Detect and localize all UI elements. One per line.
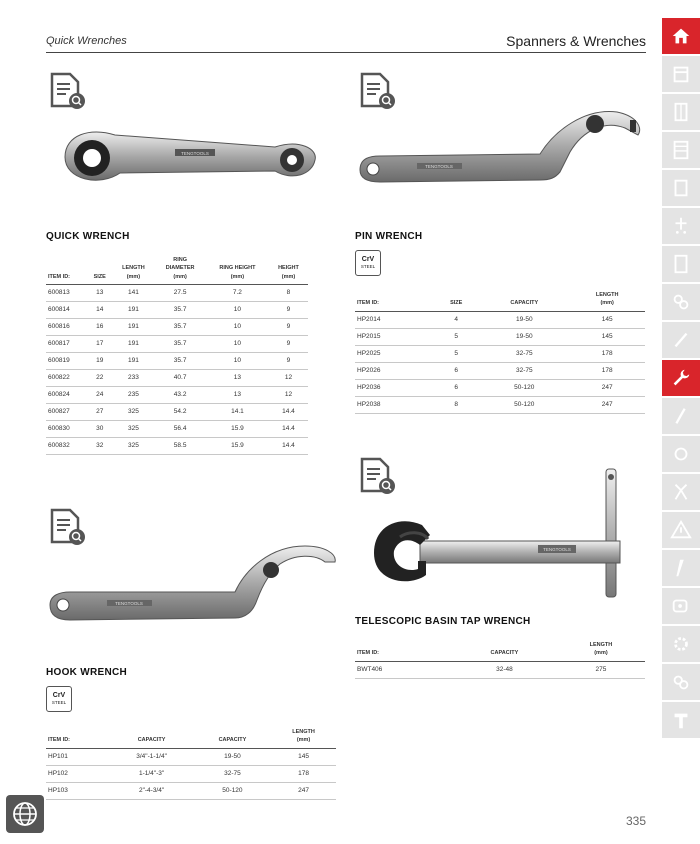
- warning-icon: [670, 519, 692, 541]
- column-header: ITEM ID:: [355, 291, 433, 311]
- brand-mark: TENGTOOLS: [425, 164, 453, 169]
- section-name: Quick Wrenches: [46, 35, 127, 47]
- basin-tap-wrench-image: [370, 465, 645, 605]
- table-cell: 600822: [46, 369, 87, 386]
- table-row: [46, 420, 308, 437]
- table-cell: 600813: [46, 284, 87, 301]
- sidebar-toolbox[interactable]: [662, 94, 700, 130]
- table-cell: 58.5: [154, 437, 206, 454]
- column-header: ITEM ID:: [355, 641, 452, 661]
- column-header: LENGTH (mm): [271, 728, 336, 748]
- sidebar-screwdrivers[interactable]: [662, 322, 700, 358]
- sidebar-hand-tools[interactable]: [662, 398, 700, 434]
- table-cell: 233: [112, 369, 154, 386]
- category-title: Spanners & Wrenches: [506, 33, 646, 49]
- table-cell: 191: [112, 301, 154, 318]
- column-header: HEIGHT (mm): [269, 256, 308, 284]
- table-cell: 178: [271, 765, 336, 782]
- table-cell: HP2026: [355, 362, 433, 379]
- column-header: RING HEIGHT (mm): [206, 256, 269, 284]
- column-header: SIZE: [87, 256, 113, 284]
- table-cell: HP102: [46, 765, 109, 782]
- table-cell: 10: [206, 352, 269, 369]
- table-cell: 600817: [46, 335, 87, 352]
- table-row: [355, 328, 645, 345]
- quick-wrench-table: [46, 256, 308, 455]
- table-cell: 17: [87, 335, 113, 352]
- table-row: [355, 661, 645, 678]
- table-cell: 7.2: [206, 284, 269, 301]
- table-cell: 5: [433, 345, 479, 362]
- screwdriver-icon: [670, 329, 692, 351]
- knife-icon: [670, 405, 692, 427]
- table-cell: 14.4: [269, 403, 308, 420]
- table-row: [46, 284, 308, 301]
- table-cell: 191: [112, 318, 154, 335]
- table-cell: 22: [87, 369, 113, 386]
- table-row: [46, 352, 308, 369]
- table-cell: 56.4: [154, 420, 206, 437]
- table-cell: HP2015: [355, 328, 433, 345]
- table-cell: 27.5: [154, 284, 206, 301]
- table-cell: 32-48: [452, 661, 557, 678]
- table-row: [46, 386, 308, 403]
- table-cell: 14.4: [269, 420, 308, 437]
- brand-mark: TENGTOOLS: [543, 547, 571, 552]
- table-cell: 145: [569, 328, 645, 345]
- table-cell: 13: [206, 369, 269, 386]
- table-cell: 32-75: [479, 345, 569, 362]
- column-header: LENGTH (mm): [569, 291, 645, 311]
- table-cell: HP103: [46, 782, 109, 799]
- table-cell: 8: [269, 284, 308, 301]
- sidebar-safety[interactable]: [662, 512, 700, 548]
- table-cell: 10: [206, 335, 269, 352]
- knife-icon: [670, 557, 692, 579]
- column-header: CAPACITY: [109, 728, 193, 748]
- column-header: CAPACITY: [479, 291, 569, 311]
- box-icon: [670, 63, 692, 85]
- sidebar-trolleys[interactable]: [662, 208, 700, 244]
- table-row: [355, 311, 645, 328]
- table-cell: 191: [112, 352, 154, 369]
- table-cell: 8: [433, 396, 479, 413]
- pin-wrench-table: [355, 291, 645, 414]
- table-cell: 600816: [46, 318, 87, 335]
- drawer-icon: [670, 101, 692, 123]
- column-header: ITEM ID:: [46, 728, 109, 748]
- table-row: [46, 335, 308, 352]
- sidebar-cutting[interactable]: [662, 550, 700, 586]
- table-cell: 32: [87, 437, 113, 454]
- table-cell: 50-120: [479, 379, 569, 396]
- table-cell: 2"-4-3/4": [109, 782, 193, 799]
- pliers-icon: [670, 481, 692, 503]
- column-header: ITEM ID:: [46, 256, 87, 284]
- cabinet-icon: [670, 139, 692, 161]
- table-cell: 50-120: [479, 396, 569, 413]
- table-cell: 14.4: [269, 437, 308, 454]
- language-button[interactable]: [6, 795, 44, 833]
- table-cell: 141: [112, 284, 154, 301]
- sidebar-sockets[interactable]: [662, 246, 700, 282]
- table-cell: 32-75: [479, 362, 569, 379]
- table-cell: 13: [206, 386, 269, 403]
- table-cell: 600814: [46, 301, 87, 318]
- table-cell: 19: [87, 352, 113, 369]
- table-cell: 5: [433, 328, 479, 345]
- table-row: [46, 748, 336, 765]
- table-cell: 1-1/4"-3": [109, 765, 193, 782]
- table-cell: 178: [569, 345, 645, 362]
- table-row: [46, 437, 308, 454]
- sidebar-ratchets[interactable]: [662, 284, 700, 320]
- table-cell: 32-75: [194, 765, 271, 782]
- pin-wrench-image: [355, 100, 650, 190]
- sidebar-power[interactable]: [662, 626, 700, 662]
- table-cell: 35.7: [154, 335, 206, 352]
- table-cell: 12: [269, 386, 308, 403]
- basin-tap-wrench-table: [355, 641, 645, 679]
- gear-icon: [670, 633, 692, 655]
- table-cell: 14.1: [206, 403, 269, 420]
- quick-wrench-image: [60, 125, 320, 190]
- column-header: SIZE: [433, 291, 479, 311]
- table-cell: 9: [269, 301, 308, 318]
- table-cell: 6: [433, 379, 479, 396]
- table-cell: 27: [87, 403, 113, 420]
- table-cell: 10: [206, 318, 269, 335]
- column-header: RING DIAMETER (mm): [154, 256, 206, 284]
- sidebar-pliers[interactable]: [662, 474, 700, 510]
- table-cell: HP2036: [355, 379, 433, 396]
- sidebar-impact[interactable]: [662, 664, 700, 700]
- sidebar-tool-sets[interactable]: [662, 170, 700, 206]
- table-cell: 325: [112, 403, 154, 420]
- table-cell: 247: [569, 379, 645, 396]
- table-row: [355, 379, 645, 396]
- table-cell: 600832: [46, 437, 87, 454]
- sidebar-spanners[interactable]: [662, 360, 700, 396]
- ratchet-icon: [670, 291, 692, 313]
- sidebar-measuring[interactable]: [662, 588, 700, 624]
- tape-icon: [670, 595, 692, 617]
- table-cell: 6: [433, 362, 479, 379]
- table-cell: 43.2: [154, 386, 206, 403]
- table-row: [46, 403, 308, 420]
- sockets-icon: [670, 443, 692, 465]
- table-cell: 35.7: [154, 352, 206, 369]
- table-cell: 10: [206, 301, 269, 318]
- table-cell: 19-50: [479, 311, 569, 328]
- table-cell: 12: [269, 369, 308, 386]
- crv-steel-badge: CrV STEEL: [46, 686, 72, 712]
- hook-wrench-title: HOOK WRENCH: [46, 667, 128, 678]
- table-cell: 325: [112, 437, 154, 454]
- table-cell: 14: [87, 301, 113, 318]
- table-cell: 191: [112, 335, 154, 352]
- table-cell: 54.2: [154, 403, 206, 420]
- sidebar-socket-sets[interactable]: [662, 436, 700, 472]
- table-cell: 145: [271, 748, 336, 765]
- table-cell: 15.9: [206, 437, 269, 454]
- table-cell: HP101: [46, 748, 109, 765]
- table-cell: 4: [433, 311, 479, 328]
- column-header: CAPACITY: [452, 641, 557, 661]
- sidebar-striking[interactable]: [662, 702, 700, 738]
- table-cell: 19-50: [194, 748, 271, 765]
- wrench-icon: [670, 367, 692, 389]
- category-sidebar: [662, 18, 700, 740]
- table-cell: 178: [569, 362, 645, 379]
- table-cell: HP2038: [355, 396, 433, 413]
- page-number: 335: [625, 814, 646, 828]
- table-cell: 247: [569, 396, 645, 413]
- hammer-icon: [670, 709, 692, 731]
- table-cell: 9: [269, 352, 308, 369]
- table-cell: 9: [269, 335, 308, 352]
- table-cell: 19-50: [479, 328, 569, 345]
- table-cell: 600819: [46, 352, 87, 369]
- table-row: [46, 782, 336, 799]
- brand-mark: TENGTOOLS: [115, 601, 143, 606]
- sockets-large-icon: [670, 671, 692, 693]
- table-cell: 13: [87, 284, 113, 301]
- pin-wrench-title: PIN WRENCH: [355, 231, 423, 242]
- sidebar-storage[interactable]: [662, 56, 700, 92]
- quick-wrench-title: QUICK WRENCH: [46, 231, 130, 242]
- hook-wrench-table: [46, 728, 336, 800]
- home-icon: [670, 25, 692, 47]
- table-row: [46, 765, 336, 782]
- table-cell: HP2025: [355, 345, 433, 362]
- table-cell: HP2014: [355, 311, 433, 328]
- socket-icon: [670, 253, 692, 275]
- spec-sheet-icon[interactable]: [50, 72, 86, 112]
- screwdriver-set-icon: [670, 177, 692, 199]
- table-row: [355, 362, 645, 379]
- table-cell: 325: [112, 420, 154, 437]
- column-header: CAPACITY: [194, 728, 271, 748]
- table-cell: 40.7: [154, 369, 206, 386]
- table-cell: 600827: [46, 403, 87, 420]
- table-cell: BWT406: [355, 661, 452, 678]
- hook-wrench-image: [45, 540, 340, 630]
- table-cell: 15.9: [206, 420, 269, 437]
- table-cell: 3/4"-1-1/4": [109, 748, 193, 765]
- table-cell: 35.7: [154, 318, 206, 335]
- table-cell: 9: [269, 318, 308, 335]
- table-row: [355, 345, 645, 362]
- table-cell: 24: [87, 386, 113, 403]
- table-cell: 600830: [46, 420, 87, 437]
- table-cell: 50-120: [194, 782, 271, 799]
- table-cell: 35.7: [154, 301, 206, 318]
- sidebar-cabinet[interactable]: [662, 132, 700, 168]
- table-row: [46, 301, 308, 318]
- table-row: [46, 369, 308, 386]
- table-cell: 600824: [46, 386, 87, 403]
- table-cell: 235: [112, 386, 154, 403]
- table-row: [46, 318, 308, 335]
- brand-mark: TENGTOOLS: [181, 151, 209, 156]
- basin-tap-wrench-title: TELESCOPIC BASIN TAP WRENCH: [355, 616, 531, 627]
- table-cell: 30: [87, 420, 113, 437]
- column-header: LENGTH (mm): [112, 256, 154, 284]
- header-rule: [46, 52, 646, 53]
- table-cell: 16: [87, 318, 113, 335]
- table-cell: 145: [569, 311, 645, 328]
- table-cell: 275: [557, 661, 645, 678]
- table-row: [355, 396, 645, 413]
- column-header: LENGTH (mm): [557, 641, 645, 661]
- cart-icon: [670, 215, 692, 237]
- sidebar-home[interactable]: [662, 18, 700, 54]
- globe-icon: [11, 800, 39, 828]
- crv-steel-badge: CrV STEEL: [355, 250, 381, 276]
- table-cell: 247: [271, 782, 336, 799]
